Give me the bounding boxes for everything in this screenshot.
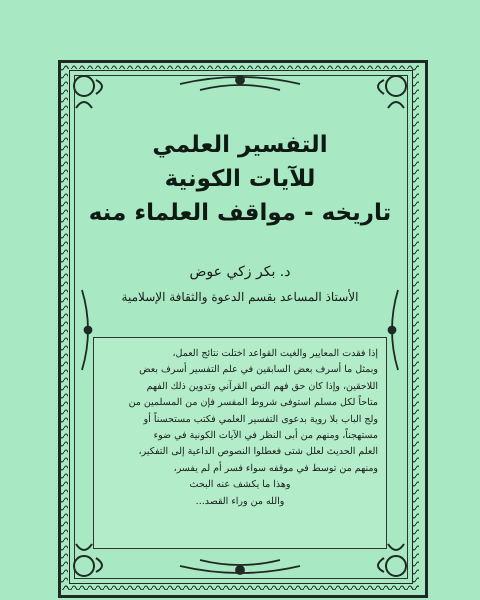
- intro-line: مستهجناً، ومنهم من أبى النظر في الآيات الكونية في ضوء: [153, 430, 378, 442]
- intro-line: العلم الحديث لعلل شتى فعطلوا النصوص الداعية إلى التفكير،: [138, 446, 378, 458]
- intro-closing-line: والله من وراء القصد...: [195, 495, 285, 507]
- top-center-ornament: [180, 76, 300, 90]
- intro-line: متاحاً لكل مسلم استوفى شروط المفسر فإن من المسلمين من: [128, 397, 378, 409]
- corner-ornament-top-right: [378, 76, 406, 108]
- intro-line: ومنهم من توسط في موقفه سواء فسر أم لم يفسر،: [173, 462, 378, 474]
- intro-line: إذا فقدت المعايير والغيت القواعد اختلت نتائج العمل،: [172, 348, 378, 359]
- corner-ornament-top-left: [74, 76, 102, 108]
- intro-line: اللاحقين، وإذا كان حق فهم النص القرآني وتدوين ذلك الفهم: [146, 380, 378, 392]
- book-title: [80, 128, 400, 230]
- author-affiliation: الأستاذ المساعد بقسم الدعوة والثقافة الإسلامية: [121, 290, 359, 304]
- title-line-3: تاريخه - مواقف العلماء منه: [88, 200, 392, 226]
- bottom-center-ornament: [180, 560, 300, 574]
- title-line-1: التفسير العلمي: [152, 132, 328, 158]
- intro-paragraph-box: [93, 337, 387, 549]
- intro-line: وبمثل ما أسرف بعض السابقين في علم التفسير أسرف بعض: [139, 364, 378, 376]
- intro-line: وهذا ما يكشف عنه البحث: [189, 479, 291, 491]
- title-line-2: للآيات الكونية: [164, 166, 316, 192]
- author-name: د. بكر زكي عوض: [189, 264, 291, 280]
- intro-line: ولج الباب بلا روية بدعوى التفسير العلمي فكتب مستحسناً أو: [143, 413, 378, 425]
